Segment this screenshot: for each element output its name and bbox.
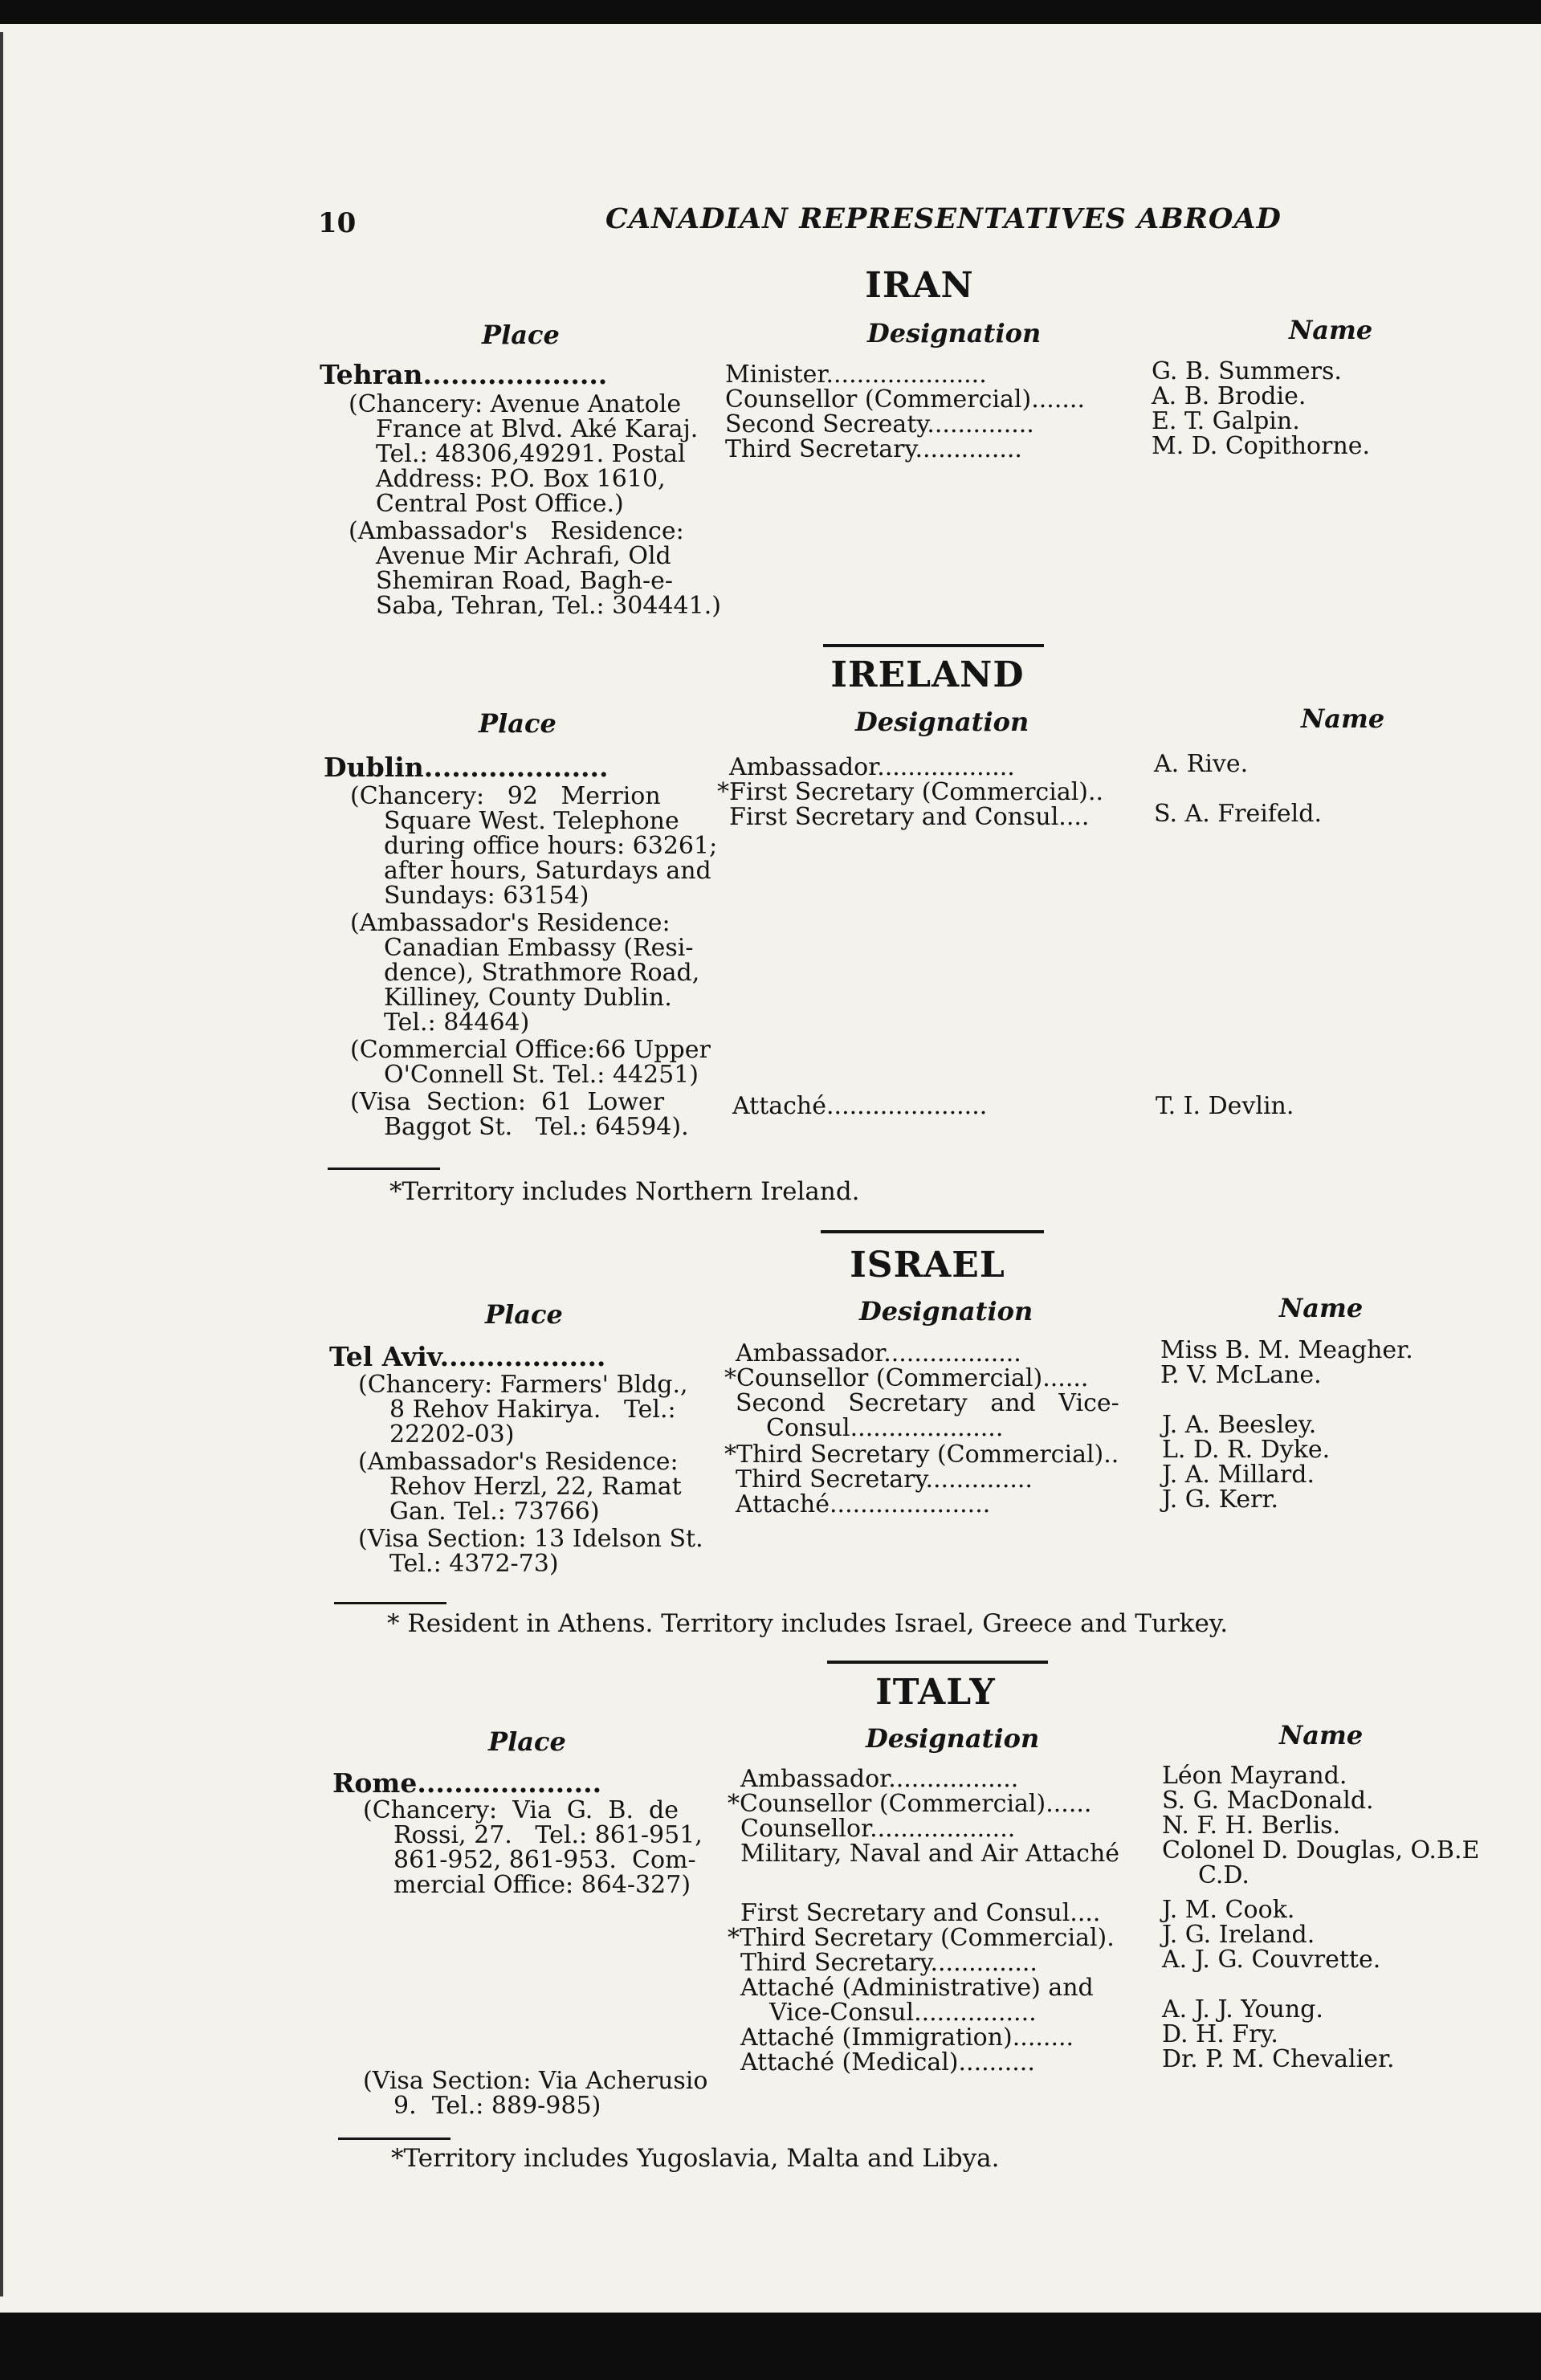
place-line: 9. Tel.: 889-985) (393, 2092, 601, 2120)
place-line: Canadian Embassy (Resi- (384, 934, 694, 962)
officer-name: J. G. Ireland. (1162, 1921, 1315, 1949)
footnote-rule (338, 2138, 450, 2140)
designation: Ambassador.................. (729, 753, 1015, 781)
header-place: Place (482, 320, 560, 350)
designation: *Third Secretary (Commercial).. (724, 1441, 1119, 1469)
header-designation: Designation (866, 1723, 1040, 1754)
officer-name: J. G. Kerr. (1162, 1485, 1279, 1514)
footnote: * Resident in Athens. Territory includes Israel, Greece and Turkey. (387, 1609, 1229, 1638)
place-line: (Visa Section: Via Acherusio (363, 2067, 708, 2095)
place-line: Shemiran Road, Bagh-e- (376, 567, 674, 595)
place-line: 8 Rehov Hakirya. Tel.: (389, 1396, 676, 1424)
designation: Third Secretary.............. (725, 435, 1022, 463)
officer-name: Miss B. M. Meagher. (1160, 1336, 1413, 1364)
officer-name: M. D. Copithorne. (1152, 432, 1371, 460)
place-line: 22202-03) (389, 1420, 515, 1449)
header-place: Place (488, 1726, 566, 1757)
place-line: Rehov Herzl, 22, Ramat (389, 1473, 682, 1501)
section-rule (821, 1230, 1044, 1233)
place-line: France at Blvd. Aké Karaj. (376, 415, 699, 443)
place-line: 861-952, 861-953. Com- (393, 1846, 696, 1874)
officer-name: Dr. P. M. Chevalier. (1162, 2045, 1395, 2073)
scan-border-left (0, 32, 3, 2296)
place-line: Tel.: 4372-73) (389, 1550, 559, 1578)
place-line: Sundays: 63154) (384, 882, 589, 910)
place-line: Tel.: 48306,49291. Postal (376, 440, 686, 468)
place-line: (Chancery: Via G. B. de (363, 1796, 679, 1824)
place-line: Tel.: 84464) (384, 1009, 530, 1037)
footnote: *Territory includes Yugoslavia, Malta and Libya. (391, 2144, 1000, 2173)
place-line: Baggot St. Tel.: 64594). (384, 1113, 689, 1141)
officer-name: J. M. Cook. (1162, 1896, 1295, 1924)
officer-name: J. A. Beesley. (1162, 1411, 1317, 1439)
officer-name: Colonel D. Douglas, O.B.E (1162, 1836, 1480, 1864)
header-place: Place (485, 1299, 563, 1330)
designation: First Secretary and Consul.... (740, 1899, 1101, 1927)
officer-name: T. I. Devlin. (1156, 1092, 1294, 1120)
place-line: (Ambassador's Residence: (358, 1448, 679, 1476)
running-head: CANADIAN REPRESENTATIVES ABROAD (605, 202, 1282, 235)
place-line: Killiney, County Dublin. (384, 984, 672, 1012)
designation: Ambassador................. (740, 1765, 1019, 1793)
country-heading-israel: ISRAEL (850, 1245, 1005, 1286)
place-line: Rome.................... (332, 1767, 602, 1799)
header-designation: Designation (859, 1296, 1033, 1327)
scan-border-bottom (0, 2313, 1541, 2380)
place-line: dence), Strathmore Road, (384, 959, 700, 987)
designation: Minister..................... (725, 361, 987, 389)
designation: Third Secretary.............. (736, 1465, 1033, 1494)
place-line: Square West. Telephone (384, 807, 679, 835)
header-place: Place (479, 708, 556, 739)
officer-name: P. V. McLane. (1160, 1361, 1322, 1389)
officer-name: S. G. MacDonald. (1162, 1787, 1374, 1815)
officer-name: C.D. (1198, 1861, 1250, 1889)
place-line: mercial Office: 864-327) (393, 1871, 691, 1899)
footnote: *Territory includes Northern Ireland. (389, 1177, 860, 1206)
place-line: (Chancery: 92 Merrion (350, 782, 661, 810)
designation: Consul.................... (766, 1414, 1004, 1442)
scan-border-top (0, 0, 1541, 24)
place-line: Central Post Office.) (376, 490, 624, 518)
header-name: Name (1289, 315, 1373, 345)
officer-name: D. H. Fry. (1162, 2020, 1278, 2048)
designation: *Third Secretary (Commercial). (728, 1924, 1115, 1952)
officer-name: J. A. Millard. (1162, 1461, 1315, 1489)
designation: Third Secretary.............. (740, 1949, 1038, 1977)
designation: Counsellor................... (740, 1815, 1016, 1843)
footnote-rule (334, 1602, 446, 1604)
place-line: (Visa Section: 61 Lower (350, 1088, 665, 1116)
header-designation: Designation (867, 318, 1042, 348)
page-number: 10 (318, 207, 357, 239)
place-line: after hours, Saturdays and (384, 857, 711, 885)
header-name: Name (1301, 703, 1385, 734)
footnote-rule (328, 1168, 440, 1170)
place-line: (Visa Section: 13 Idelson St. (358, 1525, 703, 1553)
designation: Counsellor (Commercial)....... (725, 385, 1085, 414)
designation: Attaché (Administrative) and (740, 1974, 1094, 2002)
place-line: Address: P.O. Box 1610, (376, 465, 666, 493)
officer-name: G. B. Summers. (1152, 357, 1342, 385)
officer-name: E. T. Galpin. (1152, 407, 1300, 435)
place-line: Saba, Tehran, Tel.: 304441.) (376, 592, 721, 620)
place-line: during office hours: 63261; (384, 832, 718, 860)
designation: *First Secretary (Commercial).. (717, 778, 1104, 806)
designation: Vice-Consul................ (769, 1999, 1037, 2027)
place-line: (Chancery: Farmers' Bldg., (358, 1371, 688, 1399)
place-line: Dublin.................... (324, 752, 609, 783)
place-line: (Chancery: Avenue Anatole (349, 390, 682, 418)
officer-name: A. J. J. Young. (1162, 1995, 1323, 2023)
designation: Ambassador.................. (736, 1339, 1021, 1367)
designation: Attaché..................... (736, 1490, 991, 1518)
officer-name: A. B. Brodie. (1152, 382, 1307, 410)
officer-name: A. Rive. (1154, 750, 1249, 778)
designation: Attaché (Immigration)........ (740, 2023, 1074, 2052)
officer-name: A. J. G. Couvrette. (1162, 1946, 1381, 1974)
officer-name: Léon Mayrand. (1162, 1762, 1347, 1790)
designation: *Counsellor (Commercial)...... (728, 1790, 1092, 1818)
place-line: Rossi, 27. Tel.: 861-951, (393, 1821, 703, 1849)
designation: Attaché..................... (732, 1092, 988, 1120)
designation: Second Secretary and Vice- (736, 1389, 1119, 1417)
country-heading-iran: IRAN (865, 265, 974, 306)
place-line: Avenue Mir Achrafi, Old (376, 542, 671, 570)
place-line: O'Connell St. Tel.: 44251) (384, 1061, 699, 1089)
place-line: Tel Aviv.................. (329, 1341, 606, 1372)
place-line: Tehran.................... (320, 359, 608, 390)
officer-name: N. F. H. Berlis. (1162, 1811, 1341, 1840)
country-heading-italy: ITALY (875, 1672, 996, 1713)
place-line: (Commercial Office:66 Upper (350, 1036, 711, 1064)
section-rule (823, 644, 1044, 647)
designation: Military, Naval and Air Attaché (740, 1840, 1120, 1868)
header-designation: Designation (855, 707, 1029, 737)
header-name: Name (1279, 1293, 1364, 1323)
country-heading-ireland: IRELAND (830, 654, 1025, 695)
designation: Second Secreaty.............. (725, 410, 1034, 438)
section-rule (827, 1661, 1048, 1664)
header-name: Name (1279, 1720, 1364, 1750)
designation: Attaché (Medical).......... (740, 2048, 1035, 2076)
place-line: Gan. Tel.: 73766) (389, 1498, 600, 1526)
officer-name: S. A. Freifeld. (1154, 800, 1322, 828)
place-line: (Ambassador's Residence: (349, 517, 684, 545)
designation: *Counsellor (Commercial)...... (724, 1364, 1089, 1392)
designation: First Secretary and Consul.... (729, 803, 1090, 831)
place-line: (Ambassador's Residence: (350, 909, 671, 937)
officer-name: L. D. R. Dyke. (1162, 1436, 1331, 1464)
